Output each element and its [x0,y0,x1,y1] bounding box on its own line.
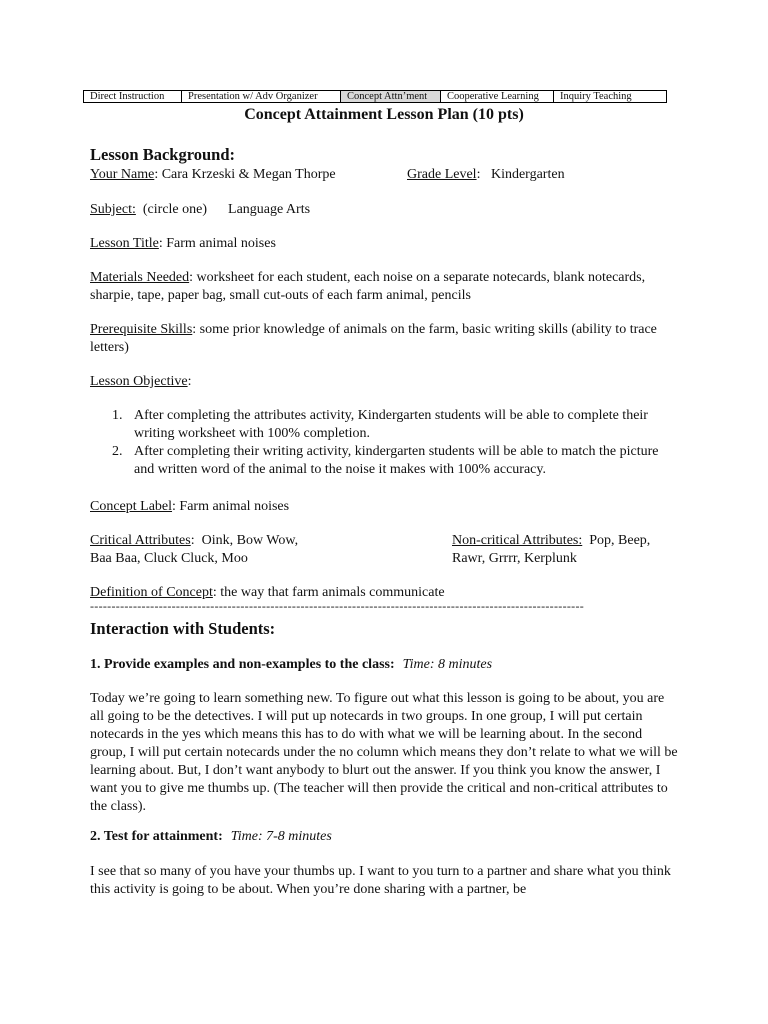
step2-time: Time: 7-8 minutes [230,829,332,844]
background-heading: Lesson Background: [90,145,236,164]
materials-line [90,269,680,305]
section-divider: ------------------------------------------------------------------------------------------------------------------- [90,601,585,611]
objective-value: : [187,374,192,389]
name-value: : Cara Krzeski & Megan Thorpe [154,167,336,182]
noncritical-value-1: Pop, Beep, [582,533,651,548]
subject-label: Subject: [90,202,136,217]
objective-line [90,373,680,391]
step2-heading [90,828,680,846]
page-title: Concept Attainment Lesson Plan (10 pts) [244,106,524,123]
interaction-heading: Interaction with Students: [90,619,276,638]
critical-value-1: : Oink, Bow Wow, [190,533,299,548]
concept-value: : Farm animal noises [172,499,290,514]
list-text: After completing their writing activity, kindergarten students will be able to match the picture and written word of the animal to the noise it makes with 100% accuracy. [134,444,659,477]
list-number: 2. [112,444,123,459]
definition-line [90,584,680,602]
list-item [112,407,672,443]
step1-time: Time: 8 minutes [402,657,493,672]
lesson-title-line [90,235,680,253]
grade-line [407,166,565,184]
prereq-line [90,321,680,357]
noncritical-value-2: Rawr, Grrrr, Kerplunk [452,551,577,566]
name-line [90,166,336,184]
materials-value: : worksheet for each student, each noise on a separate notecards, blank notecards, sharpie, tape, paper bag, small cut-outs of each farm animal, pencils [90,270,646,303]
noncritical-label: Non-critical Attributes: [452,533,583,548]
step1-heading [90,656,680,674]
tab-cooperative-learning: Cooperative Learning [441,91,554,102]
subject-line [90,201,680,219]
prereq-label: Prerequisite Skills [90,322,193,337]
materials-label: Materials Needed [90,270,190,285]
concept-label: Concept Label [90,499,173,514]
subject-value: (circle one) Language Arts [135,202,311,217]
lesson-type-table [83,90,667,103]
step2-title: 2. Test for attainment: [90,829,223,844]
lesson-title-label: Lesson Title [90,236,159,251]
definition-value: : the way that farm animals communicate [212,585,445,600]
tab-concept-attainment: Concept Attn’ment [341,91,441,102]
step2-paragraph: I see that so many of you have your thumbs up. I want to you turn to a partner and share what you think this activity is going to be about. When you’re done sharing with a partner, be [90,864,671,897]
list-text: After completing the attributes activity, Kindergarten students will be able to complete their writing worksheet with 100% completion. [134,408,648,441]
critical-value-2: Baa Baa, Cluck Cluck, Moo [90,551,248,566]
step1-paragraph: Today we’re going to learn something new. To figure out what this lesson is going to be about, you are all going to be the detectives. I will put up notecards in two groups. In one group, I will put certain notecards in the yes which means this has to do with what we will be learning about. In the second group, I will put certain notecards under the no column which means they don’t relate to what we will be learning about. But, I don’t want anybody to blurt out the answer. If you think you know the answer, I want you to give me thumbs up. (The teacher will then provide the critical and non-critical attributes to the class). [90,691,678,814]
objectives-list [112,407,672,479]
step1-title: 1. Provide examples and non-examples to the class: [90,657,395,672]
definition-label: Definition of Concept [90,585,213,600]
list-number: 1. [112,408,123,423]
tab-presentation: Presentation w/ Adv Organizer [182,91,341,102]
tab-direct-instruction: Direct Instruction [84,91,182,102]
grade-label: Grade Level [407,167,477,182]
lesson-title-value: : Farm animal noises [158,236,276,251]
noncritical-attributes [452,532,650,568]
objective-label: Lesson Objective [90,374,188,389]
prereq-value: : some prior knowledge of animals on the farm, basic writing skills (ability to trace letters) [90,322,657,355]
critical-attributes [90,532,298,568]
critical-label: Critical Attributes [90,533,191,548]
name-label: Your Name [90,167,155,182]
concept-label-line [90,498,680,516]
grade-value: : Kindergarten [476,167,565,182]
tab-inquiry-teaching: Inquiry Teaching [560,91,632,102]
list-item [112,443,672,479]
